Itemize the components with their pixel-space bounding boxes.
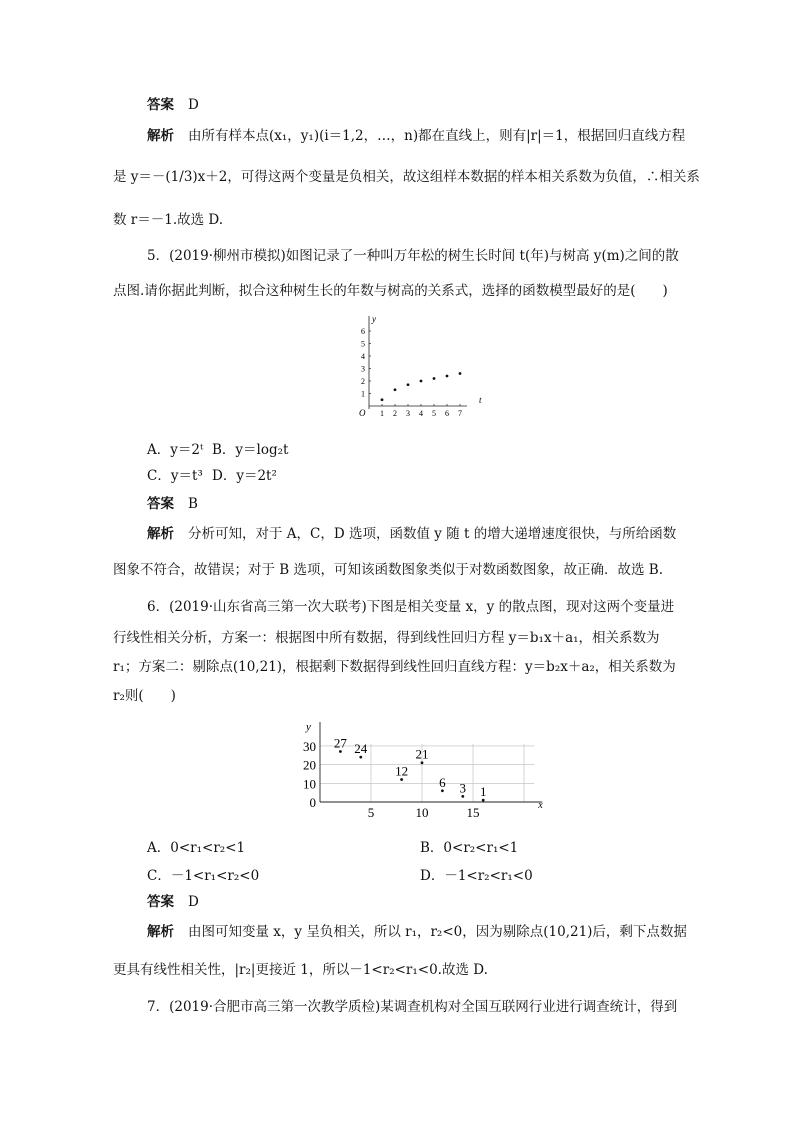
- data-point: [459, 372, 462, 375]
- q6-option-b: B．0<r₂<r₁<1: [420, 840, 519, 856]
- q5-stem-line-2: 点图.请你据此判断，拟合这种树生长的年数与树高的关系式，选择的函数模型最好的是( ): [113, 283, 668, 299]
- analysis-text: 分析可知，对于 A，C，D 选项，函数值 y 随 t 的增大递增速度很快，与所给函数: [188, 526, 677, 542]
- q5-analysis-line-1: [147, 524, 676, 544]
- data-label: 6: [439, 774, 446, 790]
- q4-answer-line: [147, 95, 199, 115]
- data-point: [420, 380, 423, 383]
- x-tick-label: 5: [432, 409, 436, 418]
- q5-answer-line: [147, 494, 198, 514]
- data-point: [461, 795, 464, 798]
- q4-analysis-line-3: 数 r＝－1.故选 D.: [113, 212, 224, 228]
- data-point: [394, 388, 397, 391]
- analysis-label: 解析: [147, 128, 174, 144]
- data-point: [433, 377, 436, 380]
- q6-answer-line: [147, 892, 199, 912]
- y-tick-label: 20: [303, 757, 316, 773]
- answer-value: B: [188, 496, 198, 512]
- q6-analysis-line-2: 更具有线性相关性，|r₂|更接近 1，所以－1<r₂<r₁<0.故选 D.: [113, 962, 488, 978]
- q6-option-d: D．－1<r₂<r₁<0: [420, 868, 533, 884]
- q4-analysis-line-1: [147, 126, 685, 146]
- data-label: 3: [459, 780, 467, 796]
- y-tick-label: 4: [361, 352, 365, 361]
- analysis-text: 由所有样本点(x₁，y₁)(i＝1,2，…，n)都在直线上，则有|r|＝1，根据回归直线方程: [188, 128, 686, 144]
- data-point: [339, 750, 342, 753]
- x-tick-label: 15: [466, 805, 480, 820]
- y-tick-label: 30: [303, 738, 316, 754]
- q6-stem-line-2: 行线性相关分析，方案一：根据图中所有数据，得到线性回归方程 y＝b₁x＋a₁，相关系数为: [113, 630, 660, 646]
- q7-stem-line-1: 7．(2019·合肥市高三第一次教学质检)某调查机构对全国互联网行业进行调查统计，得到: [147, 999, 678, 1015]
- data-label: 27: [333, 735, 347, 751]
- y-axis-label: y: [306, 721, 311, 733]
- answer-label: 答案: [147, 97, 174, 113]
- q6-option-a: A．0<r₁<r₂<1: [147, 840, 246, 856]
- y-tick-label: 2: [361, 377, 365, 386]
- data-point: [446, 375, 449, 378]
- q5-option-a: A．y＝2ᵗ: [147, 442, 204, 458]
- q5-option-c: C．y＝t³: [147, 468, 203, 484]
- q6-option-c: C．－1<r₁<r₂<0: [147, 868, 260, 884]
- y-tick-label: 3: [361, 364, 365, 374]
- data-label: 12: [395, 763, 409, 779]
- data-point: [400, 778, 403, 781]
- q4-analysis-line-2: 是 y＝－(1/3)x＋2，可得这两个变量是负相关，故这组样本数据的样本相关系数为负值，∴相关系: [113, 169, 700, 185]
- data-point: [381, 398, 384, 401]
- analysis-text: 由图可知变量 x，y 呈负相关，所以 r₁，r₂<0，因为剔除点(10,21)后，剩下点数据: [188, 924, 687, 940]
- y-tick-label: 6: [361, 327, 365, 336]
- x-tick-label: 1: [380, 409, 384, 418]
- q5-analysis-line-2: 图象不符合，故错误；对于 B 选项，可知该函数图象类似于对数函数图象，故正确．故选 B.: [113, 562, 664, 578]
- x-tick-label: 4: [419, 409, 423, 418]
- answer-label: 答案: [147, 496, 174, 512]
- y-tick-label: 10: [303, 776, 316, 792]
- y-tick-label: 5: [361, 339, 365, 349]
- q6-analysis-line-1: [147, 922, 687, 942]
- origin-label: O: [359, 408, 366, 418]
- x-tick-label: 7: [458, 409, 462, 418]
- analysis-label: 解析: [147, 526, 174, 542]
- x-tick-label: 10: [415, 805, 429, 820]
- data-point: [441, 789, 444, 792]
- answer-label: 答案: [147, 894, 174, 910]
- data-label: 24: [354, 741, 368, 757]
- x-tick-label: 5: [367, 805, 375, 820]
- answer-value: D: [188, 894, 199, 910]
- data-point: [421, 761, 424, 764]
- q6-stem-line-1: 6．(2019·山东省高三第一次大联考)下图是相关变量 x，y 的散点图，现对这两个变量进: [147, 599, 675, 615]
- q6-scatter-chart: [290, 718, 543, 823]
- data-point: [407, 383, 410, 386]
- data-label: 1: [479, 784, 487, 800]
- y-axis-label: y: [372, 314, 376, 324]
- data-point: [359, 756, 362, 759]
- x-tick-label: 2: [393, 409, 397, 418]
- data-point: [482, 799, 485, 802]
- y-tick-label: 0: [309, 795, 316, 810]
- q5-option-d: D．y＝2t²: [212, 468, 277, 484]
- q6-stem-line-3: r₁；方案二：剔除点(10,21)，根据剩下数据得到线性回归直线方程：y＝b₂x＋a₂，相关系数为: [113, 659, 676, 675]
- x-axis-label: x: [538, 800, 543, 811]
- data-label: 21: [415, 746, 429, 762]
- x-tick-label: 6: [445, 409, 449, 418]
- answer-value: D: [188, 97, 199, 113]
- q5-scatter-chart: [345, 312, 482, 424]
- y-tick-label: 1: [361, 389, 365, 399]
- q6-stem-line-4: r₂则( ): [113, 688, 176, 704]
- x-tick-label: 3: [406, 409, 410, 418]
- q5-option-b: B．y＝log₂t: [212, 442, 289, 458]
- analysis-label: 解析: [147, 924, 174, 940]
- q5-stem-line-1: 5．(2019·柳州市模拟)如图记录了一种叫万年松的树生长时间 t(年)与树高 y(m)之间的散: [147, 248, 679, 264]
- x-axis-label: t: [479, 395, 482, 405]
